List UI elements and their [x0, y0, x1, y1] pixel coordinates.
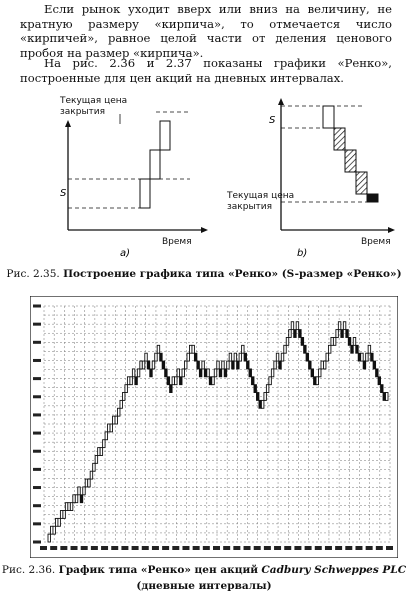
renko-brick-up — [222, 361, 224, 369]
figure-2-35-caption — [0, 268, 408, 280]
renko-brick-up — [361, 353, 363, 361]
panel-b-ylabel: Текущая цена — [227, 191, 295, 201]
renko-brick-up — [83, 487, 85, 495]
renko-brick-up — [264, 393, 266, 401]
renko-brick-down — [311, 369, 313, 377]
y-tick-mark — [33, 395, 41, 398]
renko-brick-up — [319, 369, 321, 377]
renko-brick-up — [142, 361, 144, 369]
x-tick-mark — [274, 546, 281, 550]
renko-brick-down — [309, 361, 311, 369]
renko-brick-up — [125, 385, 127, 393]
y-tick-mark — [33, 504, 41, 507]
panel-b-s-label: S — [269, 115, 276, 126]
y-tick-mark — [33, 541, 41, 544]
renko-brick-down — [299, 330, 301, 338]
renko-brick-down — [219, 369, 221, 377]
renko-brick-up — [78, 487, 80, 495]
renko-brick-down — [167, 377, 169, 385]
fig236-caption-line2: (дневные интервалы) — [136, 580, 272, 592]
x-tick-mark — [142, 546, 149, 550]
renko-brick-down — [135, 377, 137, 385]
renko-brick-down — [224, 369, 226, 377]
renko-brick-down — [180, 377, 182, 385]
renko-brick-up — [53, 526, 55, 534]
renko-brick-up — [276, 353, 278, 361]
renko-brick-up — [155, 353, 157, 361]
renko-brick-down — [378, 377, 380, 385]
x-tick-mark — [203, 546, 210, 550]
renko-brick-up — [239, 353, 241, 361]
paragraph-1: Если рынок уходит вверх или вниз на величину, не кратную размеру «кирпича», то отмечается число «кирпичей», равное целой части от деления ценового пробоя на размер «кирпича». — [20, 2, 392, 60]
renko-brick-up — [105, 432, 107, 440]
renko-brick-up — [58, 518, 60, 526]
renko-brick-down — [150, 369, 152, 377]
renko-brick-down — [376, 369, 378, 377]
y-tick-mark — [33, 486, 41, 489]
fig236-caption-company: Cadbury Schweppes PLC — [261, 564, 407, 576]
y-tick-mark — [33, 305, 41, 308]
renko-brick-down — [247, 361, 249, 369]
y-tick-mark — [33, 468, 41, 471]
y-tick-mark — [33, 450, 41, 453]
renko-brick-down — [254, 385, 256, 393]
x-tick-mark — [386, 546, 393, 550]
x-tick-mark — [50, 546, 57, 550]
renko-brick-up — [177, 369, 179, 377]
x-tick-mark — [172, 546, 179, 550]
panel-a-tag: a) — [120, 248, 131, 259]
renko-brick-up — [271, 369, 273, 377]
y-tick-mark — [33, 377, 41, 380]
x-tick-mark — [264, 546, 271, 550]
renko-brick-up — [286, 337, 288, 345]
x-tick-mark — [335, 546, 342, 550]
x-tick-mark — [111, 546, 118, 550]
renko-brick-up — [269, 377, 271, 385]
renko-brick-down — [232, 361, 234, 369]
paragraph-2: На рис. 2.36 и 2.37 показаны графики «Ренко», построенные для цен акций на дневных интервалах. — [20, 56, 392, 85]
renko-brick-down — [249, 369, 251, 377]
renko-brick-down — [306, 353, 308, 361]
renko-brick-up — [296, 322, 298, 330]
renko-brick-up — [90, 471, 92, 479]
fig235-caption-text: Построение графика типа «Ренко» (S-размер «Ренко») — [63, 268, 402, 280]
panel-b-xlabel: Время — [361, 237, 391, 247]
x-tick-mark — [132, 546, 139, 550]
renko-brick-up — [100, 448, 102, 456]
y-tick-mark — [33, 341, 41, 344]
renko-brick-up — [120, 400, 122, 408]
x-tick-mark — [121, 546, 128, 550]
renko-brick-up — [212, 377, 214, 385]
x-tick-mark — [91, 546, 98, 550]
x-tick-mark — [162, 546, 169, 550]
fig236-caption-text: График типа «Ренко» цен акций — [58, 564, 259, 576]
renko-brick-up — [366, 353, 368, 361]
renko-brick-up — [137, 369, 139, 377]
renko-brick-down — [371, 353, 373, 361]
renko-brick-down — [80, 495, 82, 503]
renko-brick-up — [274, 361, 276, 369]
renko-brick-up — [284, 345, 286, 353]
x-tick-mark — [305, 546, 312, 550]
renko-brick-up — [336, 330, 338, 338]
renko-brick-up — [386, 393, 388, 401]
renko-brick-up — [93, 463, 95, 471]
fig236-caption-prefix: Рис. 2.36. — [1, 564, 56, 576]
renko-brick-down — [199, 369, 201, 377]
renko-brick-down — [351, 345, 353, 353]
renko-brick-down — [162, 361, 164, 369]
panel-a-ylabel-2: закрытия — [60, 107, 106, 117]
renko-brick-up — [281, 353, 283, 361]
x-tick-mark — [254, 546, 261, 550]
renko-brick-up — [75, 495, 77, 503]
y-tick-mark — [33, 432, 41, 435]
figure-2-35-panel-b — [215, 90, 395, 262]
renko-brick-up — [70, 503, 72, 511]
x-tick-mark — [40, 546, 47, 550]
x-tick-mark — [101, 546, 108, 550]
renko-brick-up — [227, 361, 229, 369]
renko-brick-up — [323, 361, 325, 369]
renko-brick-down — [279, 361, 281, 369]
x-tick-mark — [284, 546, 291, 550]
renko-brick-down — [160, 353, 162, 361]
renko-brick-up — [95, 455, 97, 463]
x-tick-mark — [345, 546, 352, 550]
y-tick-mark — [33, 522, 41, 525]
renko-brick-up — [202, 361, 204, 369]
renko-brick-up — [115, 416, 117, 424]
x-tick-mark — [213, 546, 220, 550]
renko-brick-up — [117, 408, 119, 416]
panel-a-ylabel: Текущая цена — [60, 96, 128, 106]
renko-brick-down — [294, 330, 296, 338]
renko-brick-down — [301, 337, 303, 345]
x-tick-mark — [71, 546, 78, 550]
renko-brick-down — [356, 345, 358, 353]
y-tick-mark — [33, 413, 41, 416]
renko-brick-up — [353, 337, 355, 345]
renko-brick-up — [157, 345, 159, 353]
renko-brick-down — [165, 369, 167, 377]
renko-brick-down — [304, 345, 306, 353]
renko-brick-up — [291, 322, 293, 330]
renko-brick-down — [341, 330, 343, 338]
renko-brick-up — [214, 369, 216, 377]
panel-a-s-label: S — [60, 188, 67, 199]
renko-brick-down — [194, 353, 196, 361]
renko-brick-down — [170, 385, 172, 393]
renko-brick-up — [187, 353, 189, 361]
figure-2-35-panel-a — [40, 90, 210, 262]
renko-brick-up — [175, 377, 177, 385]
x-tick-mark — [325, 546, 332, 550]
y-tick-mark — [33, 359, 41, 362]
renko-brick-down — [147, 361, 149, 369]
x-tick-mark — [376, 546, 383, 550]
renko-brick-up — [185, 361, 187, 369]
renko-brick-down — [256, 393, 258, 401]
x-axis-ticks — [40, 546, 393, 550]
renko-brick-up — [229, 353, 231, 361]
renko-brick-up — [289, 330, 291, 338]
renko-brick-up — [192, 345, 194, 353]
renko-brick-down — [373, 361, 375, 369]
renko-brick-up — [122, 393, 124, 401]
x-tick-mark — [81, 546, 88, 550]
renko-brick-down — [381, 385, 383, 393]
renko-brick-up — [261, 400, 263, 408]
figure-2-36-caption — [0, 562, 408, 594]
x-tick-mark — [355, 546, 362, 550]
x-tick-mark — [315, 546, 322, 550]
x-tick-mark — [366, 546, 373, 550]
x-tick-mark — [152, 546, 159, 550]
panel-a-xlabel: Время — [162, 237, 192, 247]
renko-brick-up — [152, 361, 154, 369]
renko-brick-down — [244, 353, 246, 361]
panel-b-ylabel-2: закрытия — [227, 202, 273, 212]
x-tick-mark — [244, 546, 251, 550]
renko-brick-up — [132, 369, 134, 377]
renko-brick-up — [130, 377, 132, 385]
fig235-caption-prefix: Рис. 2.35. — [6, 268, 60, 280]
y-tick-mark — [33, 323, 41, 326]
renko-brick-up — [234, 353, 236, 361]
renko-brick-up — [48, 534, 50, 542]
renko-brick-up — [343, 322, 345, 330]
renko-brick-up — [88, 479, 90, 487]
x-tick-mark — [182, 546, 189, 550]
x-tick-mark — [233, 546, 240, 550]
renko-brick-down — [348, 337, 350, 345]
renko-brick-down — [363, 361, 365, 369]
renko-brick-up — [368, 345, 370, 353]
renko-brick-up — [63, 511, 65, 519]
panel-b-tag: b) — [297, 248, 308, 259]
renko-brick-up — [145, 353, 147, 361]
x-tick-mark — [193, 546, 200, 550]
renko-brick-up — [110, 424, 112, 432]
renko-brick-up — [242, 345, 244, 353]
renko-brick-up — [266, 385, 268, 393]
renko-brick-up — [326, 353, 328, 361]
renko-chart — [30, 296, 398, 558]
renko-brick-up — [103, 440, 105, 448]
renko-brick-down — [346, 330, 348, 338]
x-tick-mark — [294, 546, 301, 550]
x-tick-mark — [60, 546, 67, 550]
renko-brick-down — [252, 377, 254, 385]
renko-brick-up — [328, 345, 330, 353]
renko-brick-up — [316, 377, 318, 385]
renko-brick-down — [237, 361, 239, 369]
renko-brick-up — [217, 361, 219, 369]
renko-brick-up — [207, 369, 209, 377]
renko-brick-up — [338, 322, 340, 330]
renko-brick-down — [197, 361, 199, 369]
x-tick-mark — [223, 546, 230, 550]
renko-brick-up — [333, 337, 335, 345]
renko-brick-up — [182, 369, 184, 377]
